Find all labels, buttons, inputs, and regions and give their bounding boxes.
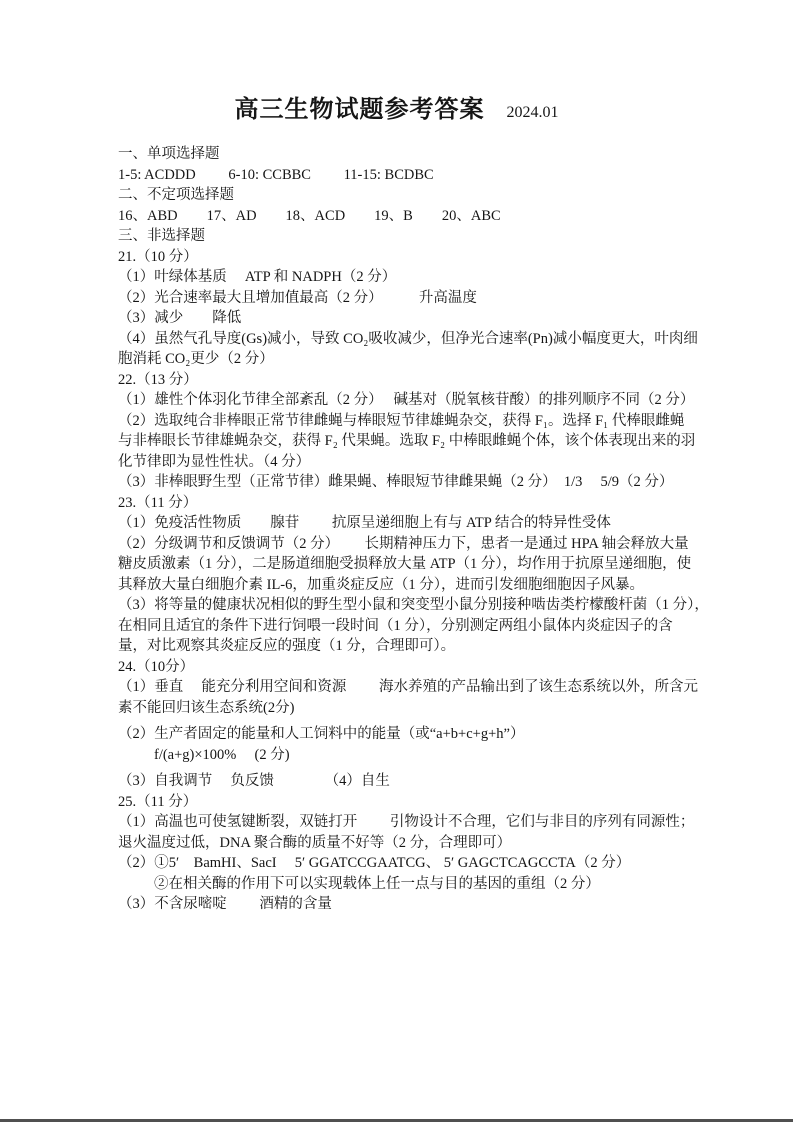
q24-heading: 24.（10分） [118, 658, 195, 675]
q25-answer-1-line-2: 退火温度过低，DNA 聚合酶的质量不好等（2 分，合理即可） [118, 834, 512, 851]
q24-answer-2-line-1: （2）生产者固定的能量和人工饲料中的能量（或“a+b+c+g+h”） [118, 726, 525, 743]
q21-answer-4-line-2: 胞消耗 CO₂更少（2 分） [118, 351, 274, 368]
q24-answer-1-line-2: 素不能回归该生态系统(2分) [118, 699, 295, 716]
document-date: 2024.01 [506, 104, 559, 121]
q24-answer-3-4: （3）自我调节 负反馈 （4）自生 [118, 773, 390, 790]
q23-answer-3-line-1: （3）将等量的健康状况相似的野生型小鼠和突变型小鼠分别接种啮齿类柠檬酸杆菌（1 分）， [118, 597, 709, 614]
answers-1-15: 1-5: ACDDD 6-10: CCBBC 11-15: BCDBC [118, 166, 434, 183]
document-body [0, 144, 793, 915]
q25-answer-1-line-1: （1）高温也可使氢键断裂，双链打开 引物设计不合理，它们与非目的序列有同源性； [118, 814, 695, 831]
section-2-heading: 二、不定项选择题 [118, 187, 234, 204]
title-row [0, 0, 793, 123]
answers-16-20: 16、ABD 17、AD 18、ACD 19、B 20、ABC [118, 207, 501, 224]
q21-answer-1: （1）叶绿体基质 ATP 和 NADPH（2 分） [118, 269, 397, 286]
q22-answer-3: （3）非棒眼野生型（正常节律）雌果蝇、棒眼短节律雌果蝇（2 分） 1/3 5/9（2 分） [118, 474, 674, 491]
section-3-heading: 三、非选择题 [118, 228, 205, 245]
q21-answer-3: （3）减少 降低 [118, 310, 242, 327]
document-title: 高三生物试题参考答案 [234, 96, 485, 123]
q23-answer-2-line-1: （2）分级调节和反馈调节（2 分） 长期精神压力下，患者一是通过 HPA 轴会释放大量 [118, 535, 689, 552]
q23-answer-2-line-3: 其释放大量白细胞介素 IL-6，加重炎症反应（1 分），进而引发细胞细胞因子风暴。 [118, 576, 645, 593]
q21-heading: 21.（10 分） [118, 248, 198, 265]
q23-answer-3-line-3: 量，对比观察其炎症反应的强度（1 分，合理即可）。 [118, 638, 456, 655]
q22-heading: 22.（13 分） [118, 371, 198, 388]
q22-answer-2-line-1: （2）选取纯合非棒眼正常节律雌蝇与棒眼短节律雄蝇杂交，获得 F₁。选择 F₁ 代棒眼雌蝇 [118, 412, 685, 429]
q22-answer-1: （1）雄性个体羽化节律全部紊乱（2 分） 碱基对（脱氧核苷酸）的排列顺序不同（2 分） [118, 392, 695, 409]
q25-answer-3: （3）不含尿嘧啶 酒精的含量 [118, 896, 332, 913]
q24-answer-2-line-2: f/(a+g)×100% (2 分) [154, 746, 290, 763]
q23-answer-3-line-2: 在相同且适宜的条件下进行饲喂一段时间（1 分），分别测定两组小鼠体内炎症因子的含 [118, 617, 673, 634]
q21-answer-2: （2）光合速率最大且增加值最高（2 分） 升高温度 [118, 289, 477, 306]
q23-answer-2-line-2: 糖皮质激素（1 分），二是肠道细胞受损释放大量 ATP（1 分），均作用于抗原呈递细胞，使 [118, 556, 692, 573]
q25-answer-2-line-2: ②在相关酶的作用下可以实现载体上任一点与目的基因的重组（2 分） [154, 875, 600, 892]
q23-heading: 23.（11 分） [118, 494, 198, 511]
section-1-heading: 一、单项选择题 [118, 146, 220, 163]
q21-answer-4-line-1: （4）虽然气孔导度(Gs)减小，导致 CO₂吸收减少，但净光合速率(Pn)减小幅度更大，叶肉细 [118, 330, 698, 347]
q25-answer-2-line-1: （2）①5′ BamHI、SacI 5′ GGATCCGAATCG、 5′ GAGCTCAGCCTA（2 分） [118, 855, 631, 872]
q23-answer-1: （1）免疫活性物质 腺苷 抗原呈递细胞上有与 ATP 结合的特异性受体 [118, 515, 611, 532]
q22-answer-2-line-2: 与非棒眼长节律雄蝇杂交，获得 F₂ 代果蝇。选取 F₂ 中棒眼雌蝇个体，该个体表现出来的羽 [118, 433, 696, 450]
q22-answer-2-line-3: 化节律即为显性性状。（4 分） [118, 453, 311, 470]
q25-heading: 25.（11 分） [118, 793, 198, 810]
q24-answer-1-line-1: （1）垂直 能充分利用空间和资源 海水养殖的产品输出到了该生态系统以外，所含元 [118, 679, 698, 696]
